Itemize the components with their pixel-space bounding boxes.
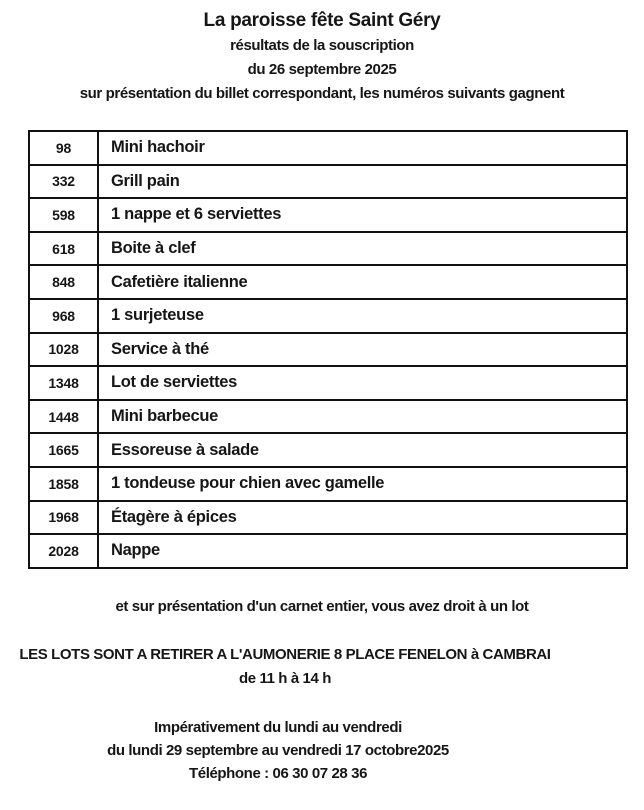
pickup-hours: de 11 h à 14 h [239, 669, 331, 687]
prize-number: 1348 [29, 366, 98, 400]
prize-number: 618 [29, 232, 98, 266]
prize-label: Service à thé [98, 333, 627, 367]
pickup-location: LES LOTS SONT A RETIRER A L'AUMONERIE 8 PLACE FENELON à CAMBRAI [19, 645, 551, 663]
header-line-results: résultats de la souscription [230, 37, 414, 54]
table-row [29, 265, 627, 299]
table-row [29, 400, 627, 434]
carnet-note: et sur présentation d'un carnet entier, vous avez droit à un lot [115, 597, 529, 615]
prize-number: 332 [29, 165, 98, 199]
prize-number: 848 [29, 265, 98, 299]
table-row [29, 501, 627, 535]
page-title: La paroisse fête Saint Géry [203, 10, 441, 31]
schedule-days: Impérativement du lundi au vendredi [154, 718, 402, 736]
schedule-block [0, 716, 556, 785]
prize-number: 1448 [29, 400, 98, 434]
table-row [29, 467, 627, 501]
header [0, 0, 644, 106]
prize-label: Boite à clef [98, 232, 627, 266]
prize-number: 2028 [29, 534, 98, 568]
prize-label: 1 nappe et 6 serviettes [98, 198, 627, 232]
table-row [29, 366, 627, 400]
table-row [29, 198, 627, 232]
prize-label: Lot de serviettes [98, 366, 627, 400]
table-row [29, 165, 627, 199]
table-row [29, 299, 627, 333]
phone-line: Téléphone : 06 30 07 28 36 [188, 764, 368, 782]
schedule-dates: du lundi 29 septembre au vendredi 17 octobre2025 [107, 741, 449, 759]
header-line-condition: sur présentation du billet correspondant, les numéros suivants gagnent [79, 85, 565, 102]
prize-number: 1028 [29, 333, 98, 367]
prize-label: 1 tondeuse pour chien avec gamelle [98, 467, 627, 501]
header-line-date: du 26 septembre 2025 [247, 61, 397, 78]
prize-table [28, 130, 628, 569]
table-row [29, 433, 627, 467]
prize-table-body [29, 131, 627, 568]
table-row [29, 131, 627, 165]
prize-label: Mini hachoir [98, 131, 627, 165]
prize-number: 968 [29, 299, 98, 333]
table-row [29, 333, 627, 367]
prize-number: 1968 [29, 501, 98, 535]
prize-label: Nappe [98, 534, 627, 568]
prize-number: 598 [29, 198, 98, 232]
table-row [29, 534, 627, 568]
prize-label: Mini barbecue [98, 400, 627, 434]
prize-number: 1665 [29, 433, 98, 467]
prize-label: Essoreuse à salade [98, 433, 627, 467]
prize-number: 98 [29, 131, 98, 165]
prize-label: Cafetière italienne [98, 265, 627, 299]
pickup-block [0, 643, 570, 691]
prize-label: Grill pain [98, 165, 627, 199]
table-row [29, 232, 627, 266]
prize-label: 1 surjeteuse [98, 299, 627, 333]
prize-number: 1858 [29, 467, 98, 501]
prize-label: Étagère à épices [98, 501, 627, 535]
